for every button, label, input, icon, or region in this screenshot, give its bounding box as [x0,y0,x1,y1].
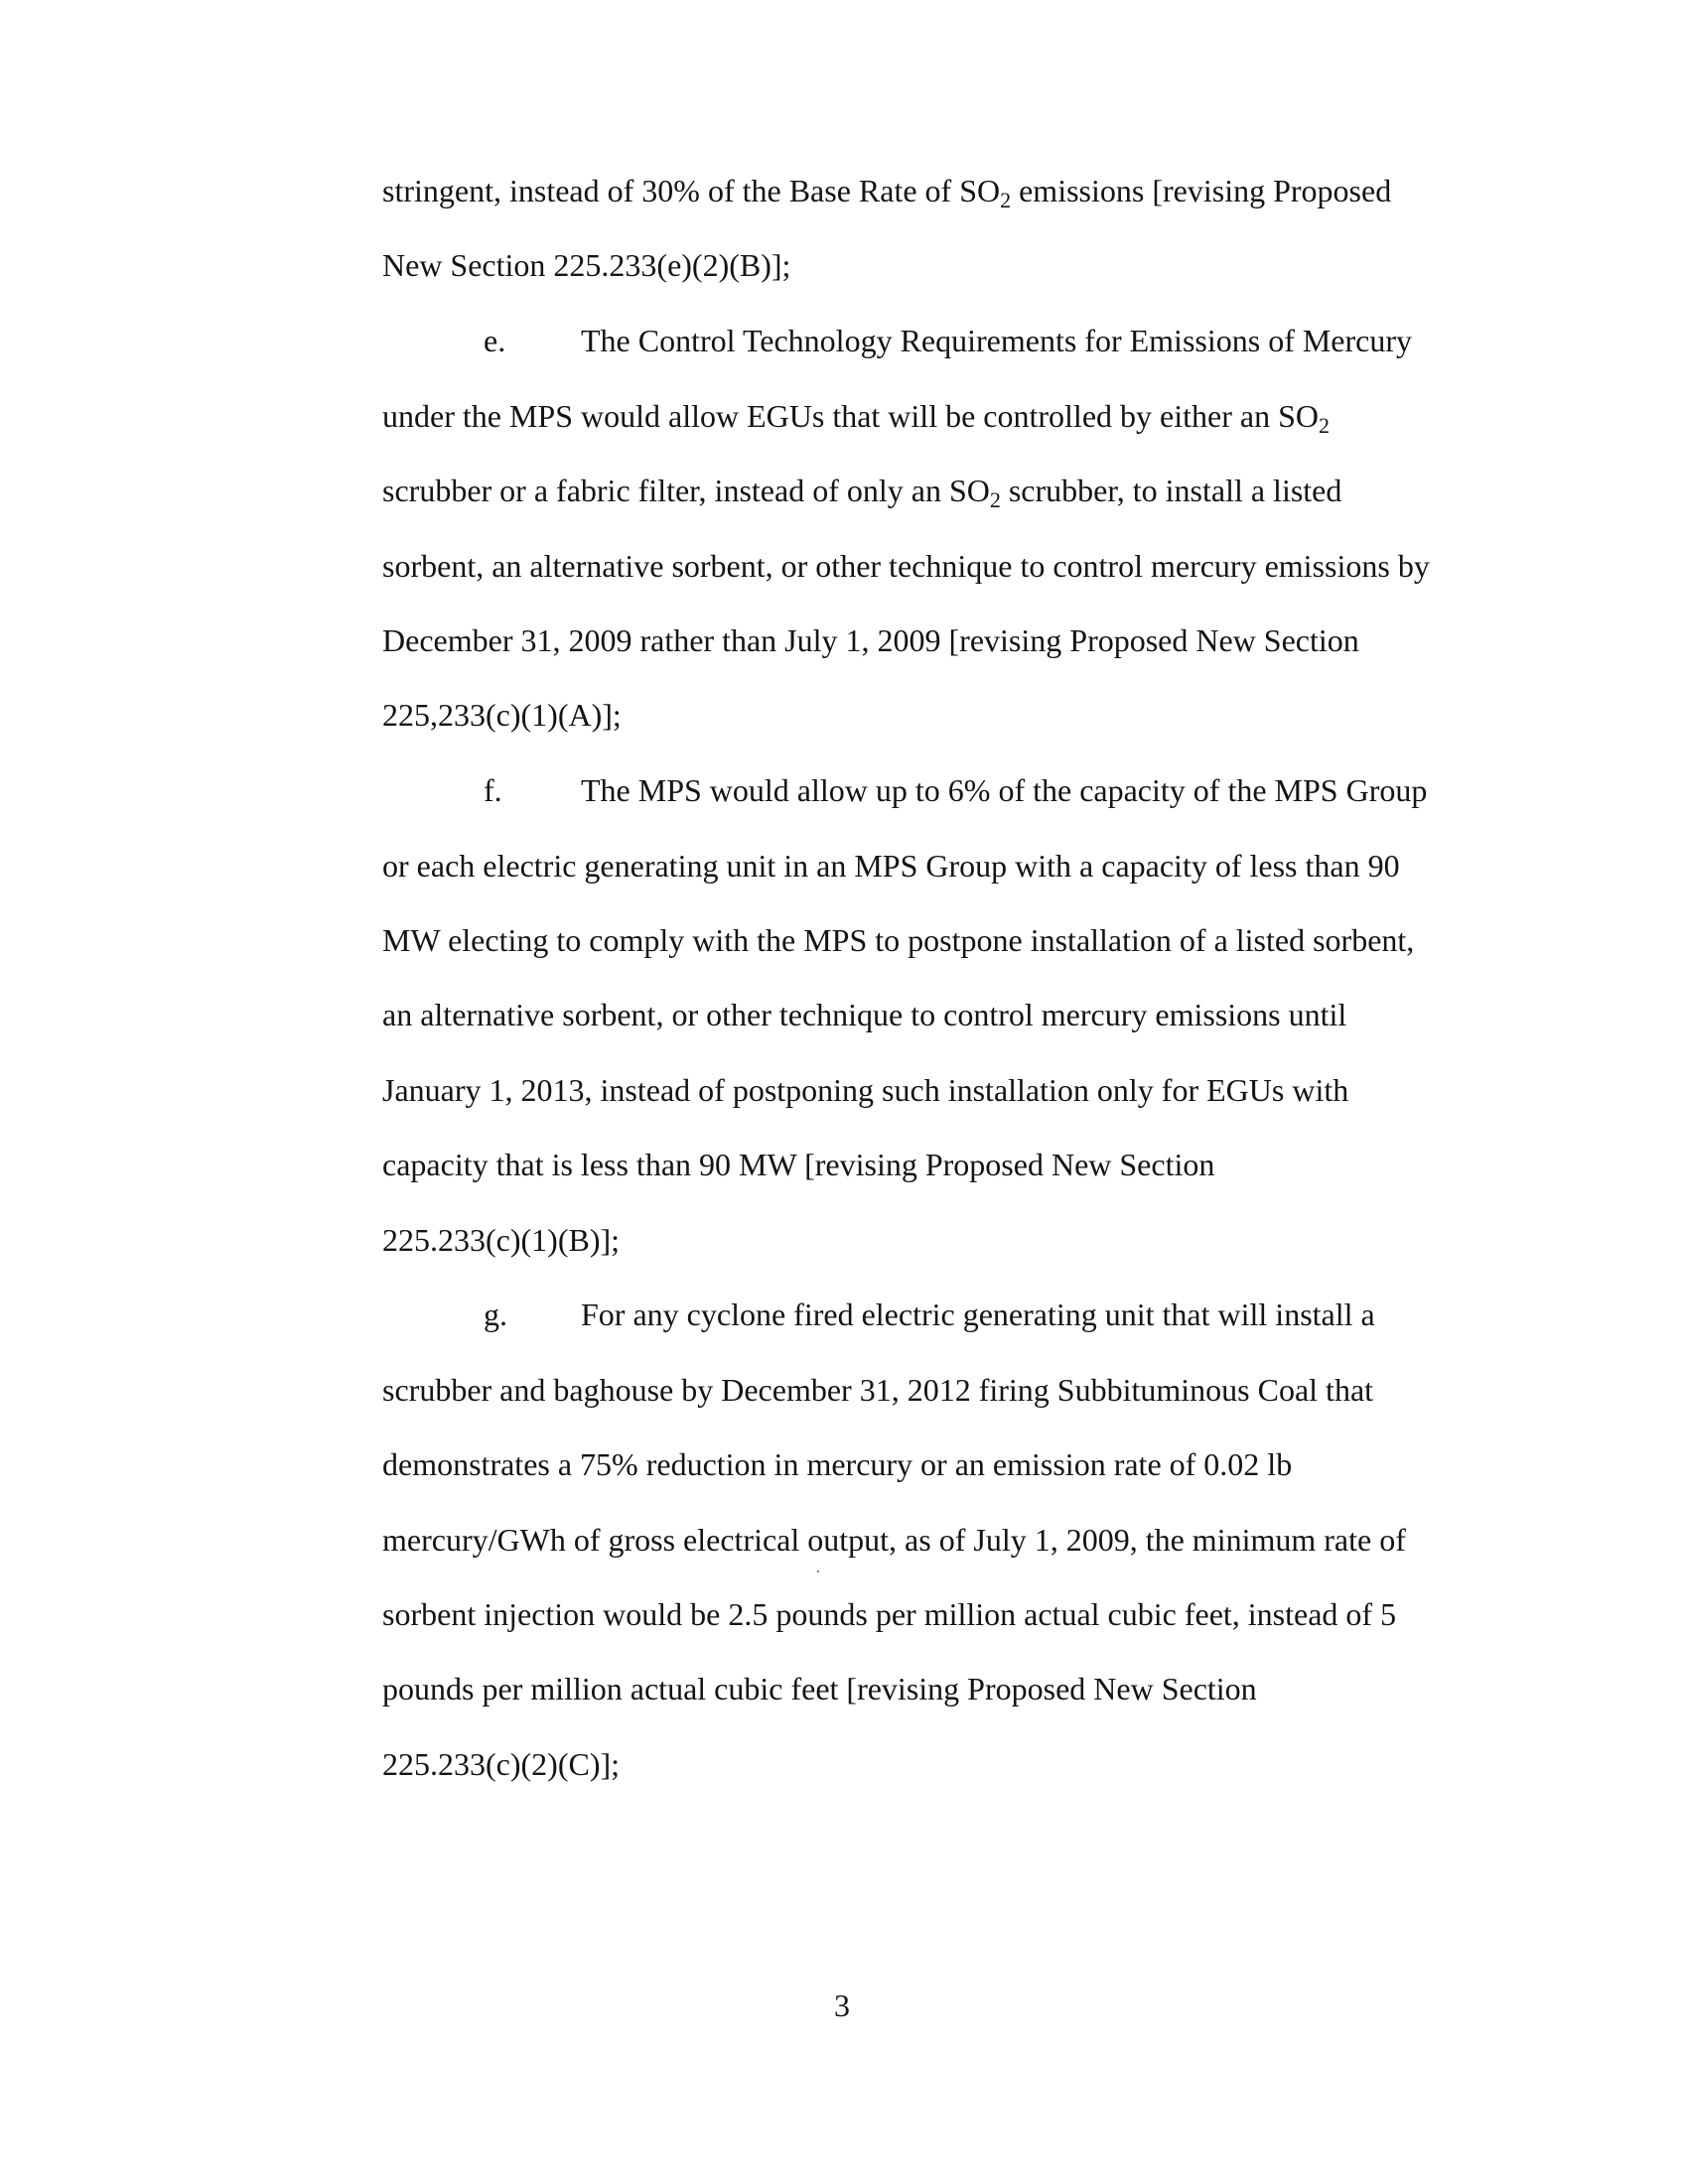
paragraph-f-line-7: 225.233(c)(1)(B)]; [382,1222,621,1258]
subscript: 2 [989,487,1001,512]
text-span: scrubber, to install a listed [1000,473,1342,508]
page-number: 3 [834,1987,850,2023]
paragraph-g-line-6: pounds per million actual cubic feet [revising Proposed New Section [382,1671,1257,1706]
paragraph-g-line-5: sorbent injection would be 2.5 pounds per million actual cubic feet, instead of 5 [382,1596,1397,1632]
paragraph-f-line-1: The MPS would allow up to 6% of the capacity of the MPS Group [581,772,1428,808]
text-span: stringent, instead of 30% of the Base Rate of SO [382,173,1001,208]
paragraph-g-line-3: demonstrates a 75% reduction in mercury or an emission rate of 0.02 lb [382,1446,1293,1482]
subscript: 2 [1318,413,1330,438]
paragraph-e-marker: e. [484,323,506,358]
paragraph-f-line-2: or each electric generating unit in an MPS Group with a capacity of less than 90 [382,848,1400,884]
paragraph-e-line-2 [382,396,1330,436]
paragraph-f-line-3: MW electing to comply with the MPS to postpone installation of a listed sorbent, [382,922,1415,958]
paragraph-g-line-1: For any cyclone fired electric generating unit that will install a [581,1297,1375,1332]
paragraph-f-marker: f. [484,772,502,808]
scan-speck [817,1570,819,1572]
paragraph-e-line-1: The Control Technology Requirements for Emissions of Mercury [581,323,1413,358]
paragraph-f-line-5: January 1, 2013, instead of postponing such installation only for EGUs with [382,1072,1349,1108]
paragraph-e-line-5: December 31, 2009 rather than July 1, 2009 [revising Proposed New Section [382,622,1359,658]
paragraph-d-line-2: New Section 225.233(e)(2)(B)]; [382,247,791,283]
paragraph-f-line-4: an alternative sorbent, or other technique to control mercury emissions until [382,997,1347,1032]
paragraph-g-line-7: 225.233(c)(2)(C)]; [382,1746,621,1782]
paragraph-f-line-6: capacity that is less than 90 MW [revising Proposed New Section [382,1147,1215,1182]
subscript: 2 [1000,188,1012,212]
paragraph-g-marker: g. [484,1297,507,1332]
text-span: under the MPS would allow EGUs that will be controlled by either an SO [382,398,1319,434]
paragraph-g-line-4: mercury/GWh of gross electrical output, as of July 1, 2009, the minimum rate of [382,1522,1406,1558]
text-span: scrubber or a fabric filter, instead of only an SO [382,473,990,508]
paragraph-e-line-4: sorbent, an alternative sorbent, or other technique to control mercury emissions by [382,548,1430,584]
text-span: emissions [revising Proposed [1011,173,1392,208]
paragraph-g-line-2: scrubber and baghouse by December 31, 2012 firing Subbituminous Coal that [382,1372,1374,1408]
paragraph-e-line-6: 225,233(c)(1)(A)]; [382,697,622,733]
paragraph-d-line-1 [382,171,1391,210]
paragraph-e-line-3 [382,471,1341,510]
